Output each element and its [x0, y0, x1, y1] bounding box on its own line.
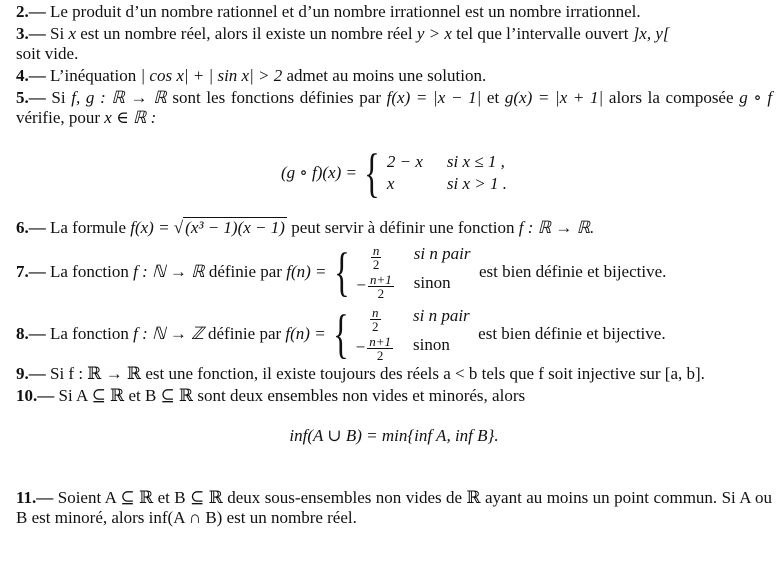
fraction: $\frac{n}{2}$: [372, 305, 379, 334]
sqrt-icon: √: [173, 218, 184, 237]
item-number: 3.—: [16, 24, 46, 43]
math: si x ≤ 1 ,: [446, 152, 505, 171]
math: ]x, y[: [632, 24, 670, 43]
math: f(x) =: [130, 218, 170, 237]
item-8: [16, 304, 772, 364]
item-11: [16, 488, 772, 528]
fraction: $\frac{n}{2}$: [372, 243, 380, 272]
item-text: Soient A ⊆ ℝ et B ⊆ ℝ deux sous-ensembles non vides de ℝ ayant au moins un point commun. Si A ou B est minoré, alors inf(A ∩ B) est un nombre réel.: [16, 488, 773, 527]
math: | cos x| + | sin x| > 2: [140, 66, 283, 85]
math: f(n) =: [286, 262, 327, 281]
item-number: 6.—: [16, 218, 46, 237]
text: est bien définie et bijective.: [478, 324, 666, 343]
item-number: 11.—: [16, 488, 54, 507]
text: sinon: [412, 335, 450, 354]
item-6: [16, 218, 772, 238]
text: L’inéquation: [50, 66, 137, 85]
item-4: [16, 66, 772, 86]
item-3: [16, 24, 772, 64]
math: f : ℕ → ℝ: [133, 262, 205, 281]
math: g(x) = |x + 1|: [504, 88, 604, 107]
brace: {: [333, 242, 350, 302]
text: La formule: [50, 218, 126, 237]
math: x ∈ ℝ :: [104, 108, 157, 127]
item-number: 7.—: [16, 262, 46, 281]
text: soit vide.: [16, 44, 79, 63]
text: est bien définie et bijective.: [478, 262, 667, 281]
math: 2 − x: [386, 152, 423, 171]
item-number: 5.—: [16, 88, 46, 107]
math: f(n) =: [285, 324, 326, 343]
cases-rows: [356, 244, 470, 300]
cases-rows: [387, 152, 507, 194]
math: si n pair: [412, 306, 470, 325]
brace: {: [364, 143, 380, 203]
text: tel que l’intervalle ouvert: [456, 24, 629, 43]
math: x: [386, 174, 395, 193]
math: (g ∘ f)(x) =: [280, 163, 357, 182]
math: x: [68, 24, 76, 43]
text: alors la composée: [608, 88, 734, 107]
item-number: 8.—: [16, 324, 46, 343]
text: Si: [50, 24, 65, 43]
text: sinon: [413, 273, 451, 292]
item-number: 4.—: [16, 66, 46, 85]
text: et: [486, 88, 500, 107]
text: sont les fonctions définies par: [172, 88, 381, 107]
math: g ∘ f: [739, 88, 773, 107]
text: peut servir à définir une fonction: [291, 218, 515, 237]
item-text: Si A ⊆ ℝ et B ⊆ ℝ sont deux ensembles non vides et minorés, alors: [58, 386, 526, 405]
item-number: 10.—: [16, 386, 55, 405]
text: est un nombre réel, alors il existe un nombre réel: [80, 24, 413, 43]
math: si x > 1 .: [446, 174, 508, 193]
math: f, g : ℝ → ℝ: [71, 88, 167, 107]
brace: {: [332, 304, 349, 364]
text: La fonction: [50, 262, 129, 281]
math: (x³ − 1)(x − 1): [185, 218, 285, 237]
item-text: Le produit d’un nombre rationnel et d’un nombre irrationnel est un nombre irrationnel.: [50, 2, 641, 21]
item-10: [16, 386, 772, 406]
item-text: Si f : ℝ → ℝ est une fonction, il existe toujours des réels a < b tels que f soit injective sur [a, b].: [50, 364, 705, 383]
item-2: [16, 2, 772, 22]
item-5: [16, 88, 772, 128]
text: admet au moins une solution.: [286, 66, 487, 85]
neg-fraction: − $\frac{n+1}{2}$: [355, 334, 391, 363]
math: y > x: [416, 24, 452, 43]
item-number: 9.—: [16, 364, 46, 383]
math: si n pair: [413, 244, 471, 263]
text: définie par: [208, 262, 282, 281]
piecewise: [280, 143, 508, 203]
item-7: [16, 242, 772, 302]
text: vérifie, pour: [16, 108, 101, 127]
item-10-formula: inf(A ∪ B) = min{inf A, inf B}.: [289, 426, 499, 445]
text: Si: [51, 88, 66, 107]
text: La fonction: [50, 324, 129, 343]
exercise-list: [16, 2, 772, 528]
math: f : ℕ → ℤ: [133, 324, 204, 343]
math: f(x) = |x − 1|: [386, 88, 482, 107]
cases-rows: [356, 306, 470, 362]
item-9: [16, 364, 772, 384]
item-5-display: [16, 143, 772, 203]
neg-fraction: − $\frac{n+1}{2}$: [356, 272, 392, 301]
item-number: 2.—: [16, 2, 46, 21]
math: f : ℝ → ℝ.: [518, 218, 595, 237]
text: définie par: [208, 324, 282, 343]
